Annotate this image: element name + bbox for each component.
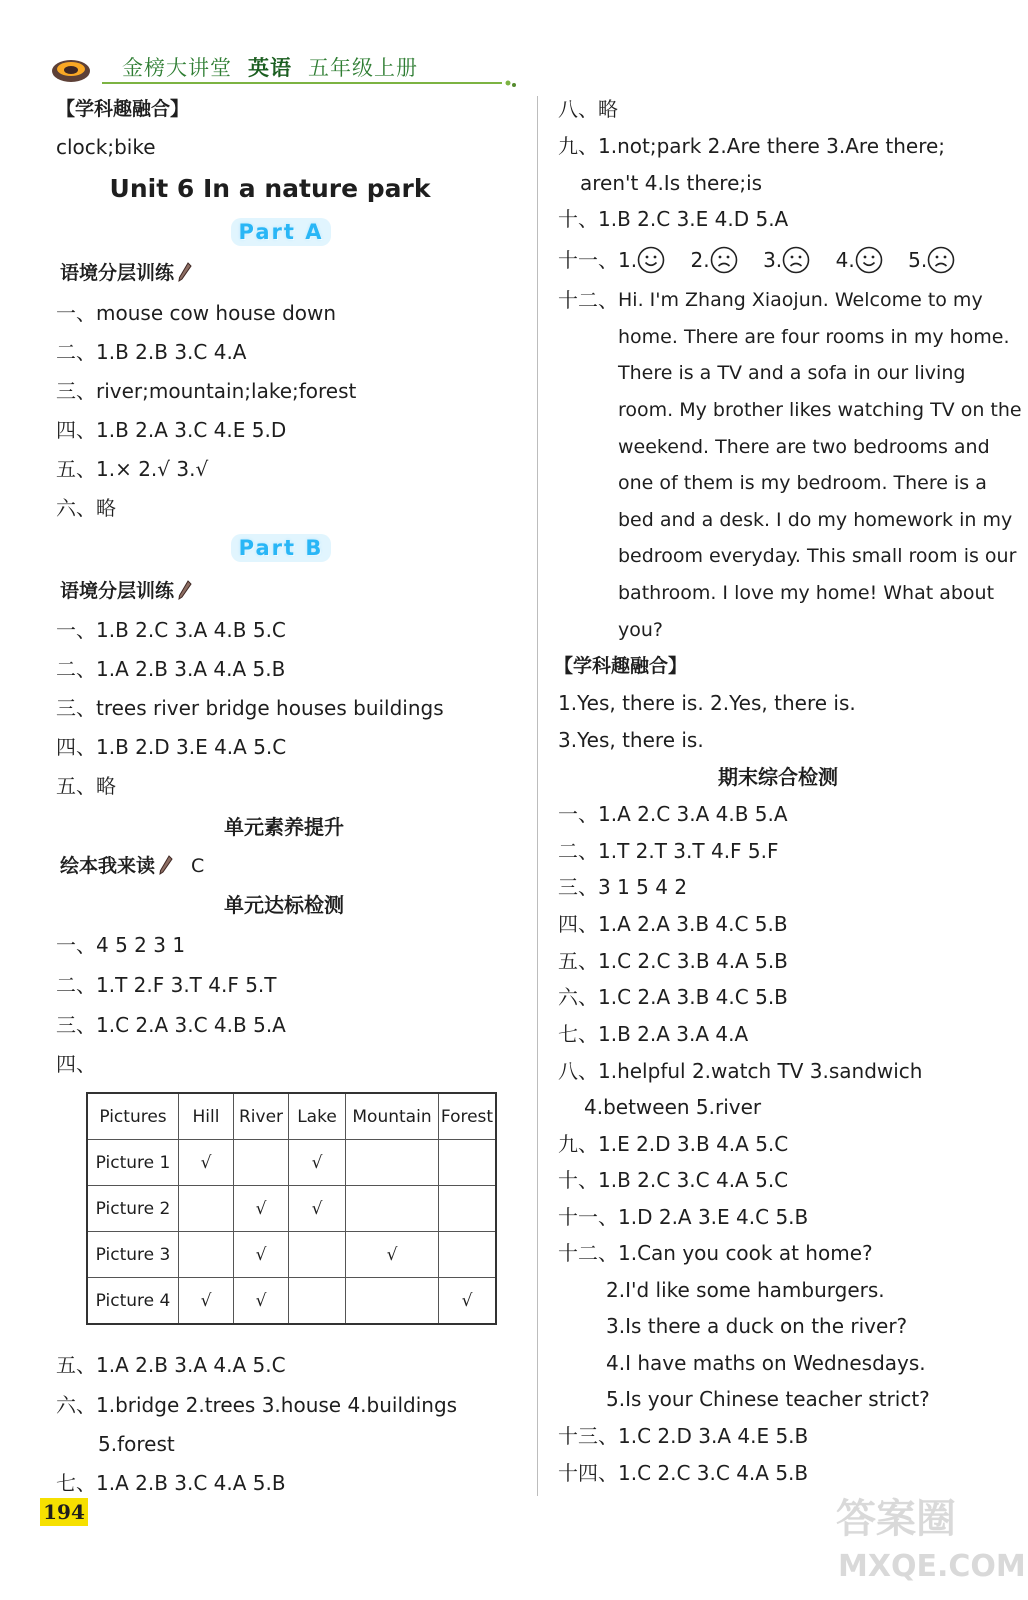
table-cell [346,1140,439,1186]
final-line: 六、1.C 2.A 3.B 4.C 5.B [558,985,788,1009]
right-line: 八、略 [558,97,618,121]
fusion-heading: 【学科趣融合】 [56,98,190,120]
watermark-logo [832,1486,1026,1586]
part-b-tag [216,536,346,560]
page-header [42,44,482,92]
faces-row [558,246,955,274]
final-line: 一、1.A 2.C 3.A 4.B 5.A [558,802,788,826]
final-line: 十三、1.C 2.D 3.A 4.E 5.B [558,1424,809,1448]
essay-line: bed and a desk. I do my homework in my [618,509,1013,531]
faces-prefix: 十一、 [558,248,618,272]
table-row [87,1140,496,1186]
picture-book-answer: C [191,855,205,877]
part-b-line: 一、1.B 2.C 3.A 4.B 5.C [56,618,286,642]
table-header-cell: Hill [179,1093,234,1140]
part-a-line: 三、river;mountain;lake;forest [56,379,357,403]
part-a-line: 五、1.× 2.√ 3.√ [56,457,209,481]
table-header-cell: Lake [289,1093,346,1140]
smile-face-icon [855,246,883,274]
decor-dots-icon [504,74,518,88]
face-label: 4. [835,248,855,272]
unit-test-heading: 单元达标检测 [224,893,344,917]
table-header-cell: River [234,1093,289,1140]
final-line: 三、3 1 5 4 2 [558,875,688,899]
part-b-section-heading [60,578,192,604]
table-cell: √ [234,1232,289,1278]
pencil-icon [159,855,173,875]
essay-line: room. My brother likes watching TV on the [618,399,1022,421]
sad-face-icon [710,246,738,274]
final-line: 七、1.B 2.A 3.A 4.A [558,1022,749,1046]
right-line: 九、1.not;park 2.Are there 3.Are there; [558,134,946,158]
table-header-cell: Pictures [87,1093,179,1140]
part-a-label: Part A [231,218,332,246]
part-a-line: 四、1.B 2.A 3.C 4.E 5.D [56,418,287,442]
final-line: 十二、1.Can you cook at home? [558,1241,873,1265]
final-line: 5.Is your Chinese teacher strict? [606,1387,930,1411]
fusion-line: 3.Yes, there is. [558,728,704,752]
watermark-text-url: MXQE.COM [838,1549,1026,1584]
essay-line: weekend. There are two bedrooms and [618,436,990,458]
table-header-cell: Mountain [346,1093,439,1140]
essay-line: bedroom everyday. This small room is our [618,545,1017,567]
essay-line: one of them is my bedroom. There is a [618,472,987,494]
table-cell [234,1140,289,1186]
table-cell [289,1278,346,1325]
table-cell [346,1278,439,1325]
part-a-line: 六、略 [56,496,116,520]
part-b-line: 五、略 [56,774,116,798]
header-underline [102,82,502,84]
face-label: 3. [763,248,783,272]
fusion-line: 1.Yes, there is. 2.Yes, there is. [558,691,856,715]
final-line: 十一、1.D 2.A 3.E 4.C 5.B [558,1205,809,1229]
picture-book-row [60,853,204,879]
right-line: 十、1.B 2.C 3.E 4.D 5.A [558,207,789,231]
table-cell: Picture 4 [87,1278,179,1325]
table-cell: √ [289,1140,346,1186]
fusion-answer: clock;bike [56,135,156,159]
essay-line: you? [618,619,663,641]
sad-face-icon [782,246,810,274]
unit-test-line: 二、1.T 2.F 3.T 4.F 5.T [56,973,277,997]
final-line: 九、1.E 2.D 3.B 4.A 5.C [558,1132,789,1156]
final-line: 五、1.C 2.C 3.B 4.A 5.B [558,949,788,973]
table-cell [346,1186,439,1232]
final-line: 十四、1.C 2.C 3.C 4.A 5.B [558,1461,809,1485]
unit-test-line: 一、4 5 2 3 1 [56,933,186,957]
page-number: 194 [40,1498,88,1526]
part-a-section-heading [60,260,192,286]
table-header-row [87,1093,496,1140]
right-line: aren't 4.Is there;is [580,171,763,195]
pencil-icon [178,262,192,282]
part-b-line: 二、1.A 2.B 3.A 4.A 5.B [56,657,286,681]
face-label: 5. [908,248,928,272]
header-brand: 金榜大讲堂 [122,56,232,80]
table-cell: √ [289,1186,346,1232]
table-cell [179,1186,234,1232]
picture-book-label: 绘本我来读 [60,855,156,877]
part-a-tag [216,220,346,244]
book-logo-icon [50,56,92,84]
final-line: 四、1.A 2.A 3.B 4.C 5.B [558,912,788,936]
table-cell [439,1232,497,1278]
table-row [87,1232,496,1278]
table-cell: √ [179,1278,234,1325]
table-cell: Picture 1 [87,1140,179,1186]
table-cell: √ [234,1186,289,1232]
watermark-text-cn: 答案圈 [836,1496,956,1542]
nature-table [86,1092,497,1325]
final-line: 4.I have maths on Wednesdays. [606,1351,926,1375]
fusion-heading-right: 【学科趣融合】 [554,655,688,677]
table-cell: Picture 3 [87,1232,179,1278]
face-label: 2. [690,248,710,272]
smile-face-icon [637,246,665,274]
table-cell [439,1186,497,1232]
sad-face-icon [927,246,955,274]
table-cell: Picture 2 [87,1186,179,1232]
essay-line: home. There are four rooms in my home. [618,326,1010,348]
table-cell [439,1140,497,1186]
after-table-line: 七、1.A 2.B 3.C 4.A 5.B [56,1471,286,1495]
final-line: 3.Is there a duck on the river? [606,1314,908,1338]
table-cell: √ [234,1278,289,1325]
part-b-section-label: 语境分层训练 [60,580,175,602]
final-line: 4.between 5.river [584,1095,762,1119]
part-a-line: 一、mouse cow house down [56,301,337,325]
essay-prefix: 十二、 [558,288,618,312]
table-header-cell: Forest [439,1093,497,1140]
final-test-heading: 期末综合检测 [718,765,838,789]
header-grade: 五年级上册 [308,56,418,80]
unit-improve-heading: 单元素养提升 [224,815,344,839]
table-cell: √ [346,1232,439,1278]
part-a-line: 二、1.B 2.B 3.C 4.A [56,340,247,364]
face-label: 1. [618,248,638,272]
header-subject: 英语 [248,56,292,80]
table-row [87,1186,496,1232]
part-b-line: 三、trees river bridge houses buildings [56,696,444,720]
table-cell [289,1232,346,1278]
pencil-icon [178,580,192,600]
essay-line: Hi. I'm Zhang Xiaojun. Welcome to my [618,289,983,311]
essay-line: There is a TV and a sofa in our living [618,362,966,384]
table-cell: √ [179,1140,234,1186]
after-table-line: 5.forest [98,1432,175,1456]
part-b-line: 四、1.B 2.D 3.E 4.A 5.C [56,735,287,759]
table-row [87,1278,496,1325]
final-line: 2.I'd like some hamburgers. [606,1278,885,1302]
final-line: 十、1.B 2.C 3.C 4.A 5.C [558,1168,789,1192]
header-title [122,52,418,82]
part-b-label: Part B [231,534,332,562]
unit-test-line: 三、1.C 2.A 3.C 4.B 5.A [56,1013,286,1037]
table-cell [179,1232,234,1278]
table-cell: √ [439,1278,497,1325]
after-table-line: 五、1.A 2.B 3.A 4.A 5.C [56,1353,286,1377]
unit-title: Unit 6 In a nature park [109,174,431,203]
essay-line: bathroom. I love my home! What about [618,582,995,604]
final-line: 八、1.helpful 2.watch TV 3.sandwich [558,1059,923,1083]
unit-test-line: 四、 [56,1052,96,1076]
final-line: 二、1.T 2.T 3.T 4.F 5.F [558,839,779,863]
part-a-section-label: 语境分层训练 [60,262,175,284]
after-table-line: 六、1.bridge 2.trees 3.house 4.buildings [56,1393,458,1417]
column-divider [537,96,538,1496]
